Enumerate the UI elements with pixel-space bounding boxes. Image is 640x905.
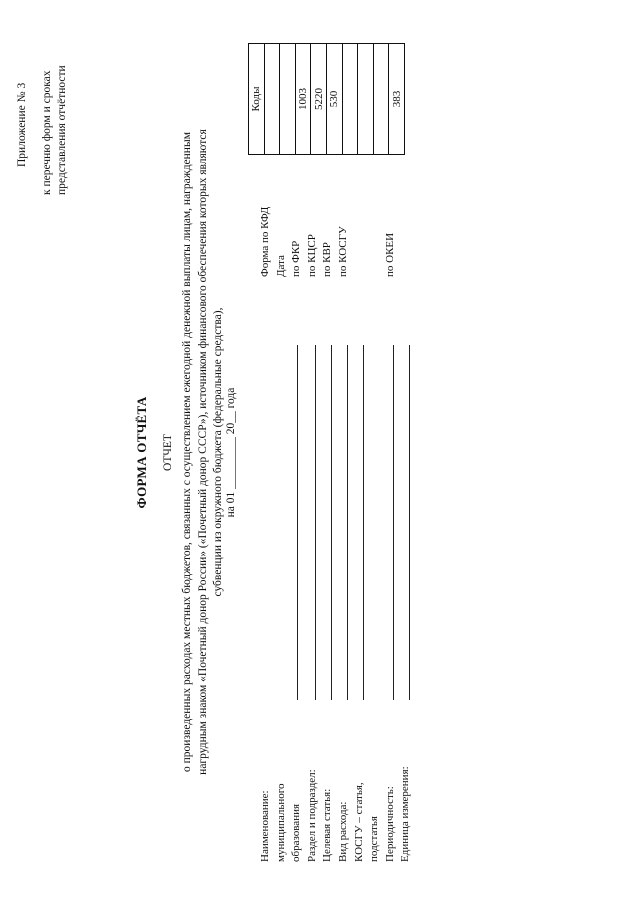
label-section: Раздел и подраздел: bbox=[305, 769, 318, 862]
code-cell-date[interactable] bbox=[280, 44, 296, 155]
appendix-title: Приложение № 3 bbox=[16, 82, 28, 167]
codes-header: Коды bbox=[249, 44, 265, 155]
report-period: на 01 _________ 20__ года bbox=[225, 387, 237, 518]
code-cell-empty-1[interactable] bbox=[358, 44, 374, 155]
code-label-kvr: по КВР bbox=[321, 242, 334, 277]
field-line-periodicity[interactable] bbox=[380, 345, 394, 700]
code-cell-kcsr[interactable]: 5220 bbox=[311, 44, 327, 155]
field-line-expense-type[interactable] bbox=[334, 345, 348, 700]
code-cell-kosgu[interactable] bbox=[342, 44, 358, 155]
appendix-line-2: представления отчётности bbox=[56, 65, 68, 195]
report-heading: ОТЧЕТ bbox=[162, 434, 174, 471]
code-cell-empty-2[interactable] bbox=[373, 44, 389, 155]
label-periodicity: Периодичность: bbox=[383, 786, 396, 862]
code-cell-kfd[interactable] bbox=[264, 44, 280, 155]
code-cell-kvr[interactable]: 530 bbox=[326, 44, 342, 155]
codes-table bbox=[248, 43, 405, 155]
underline bbox=[409, 345, 410, 700]
report-description: о произведенных расходах местных бюджетов, связанных с осуществлением ежегодной денежной выплаты лицам, награжденным нагрудным знаком «Почетный донор России» («Почетный донор СССР»), источником финансового обеспечения которых являются субвенции из окружного бюджета (федеральные средства), bbox=[181, 129, 224, 775]
label-kosgu: КОСГУ – статья, bbox=[352, 782, 365, 862]
field-line-target-article[interactable] bbox=[318, 345, 332, 700]
label-target-article: Целевая статья: bbox=[321, 788, 334, 862]
field-line-municipality[interactable] bbox=[284, 345, 298, 700]
underline bbox=[331, 345, 332, 700]
code-labels bbox=[258, 207, 398, 277]
underline bbox=[363, 345, 364, 700]
form-title: ФОРМА ОТЧЁТА bbox=[134, 396, 149, 509]
label-municipal: муниципального bbox=[274, 783, 287, 862]
code-label-fkr: по ФКР bbox=[290, 240, 303, 277]
code-cell-fkr[interactable]: 1003 bbox=[295, 44, 311, 155]
code-label-empty-2 bbox=[367, 207, 383, 277]
appendix-line-1: к перечню форм и сроках bbox=[41, 70, 53, 195]
field-line-section[interactable] bbox=[302, 345, 316, 700]
label-expense-type: Вид расхода: bbox=[336, 801, 349, 862]
code-label-empty-1 bbox=[352, 207, 368, 277]
label-formation: образования bbox=[290, 803, 303, 862]
code-label-kfd: Форма по КФД bbox=[259, 206, 271, 277]
code-label-kosgu: по КОСГУ bbox=[336, 226, 349, 277]
underline bbox=[297, 345, 298, 700]
code-label-kcsr: по КЦСР bbox=[305, 234, 318, 277]
appendix-block bbox=[15, 65, 70, 195]
code-cell-okei[interactable]: 383 bbox=[389, 44, 405, 155]
underline bbox=[393, 345, 394, 700]
label-subarticle: подстатья bbox=[368, 816, 381, 862]
underline bbox=[347, 345, 348, 700]
code-label-okei: по ОКЕИ bbox=[383, 232, 396, 277]
field-line-kosgu[interactable] bbox=[350, 345, 364, 700]
underline bbox=[315, 345, 316, 700]
field-line-unit[interactable] bbox=[396, 345, 410, 700]
field-labels bbox=[258, 766, 414, 862]
label-unit: Единица измерения: bbox=[399, 766, 412, 862]
code-label-date: Дата bbox=[274, 255, 287, 277]
label-name: Наименование: bbox=[259, 790, 271, 862]
